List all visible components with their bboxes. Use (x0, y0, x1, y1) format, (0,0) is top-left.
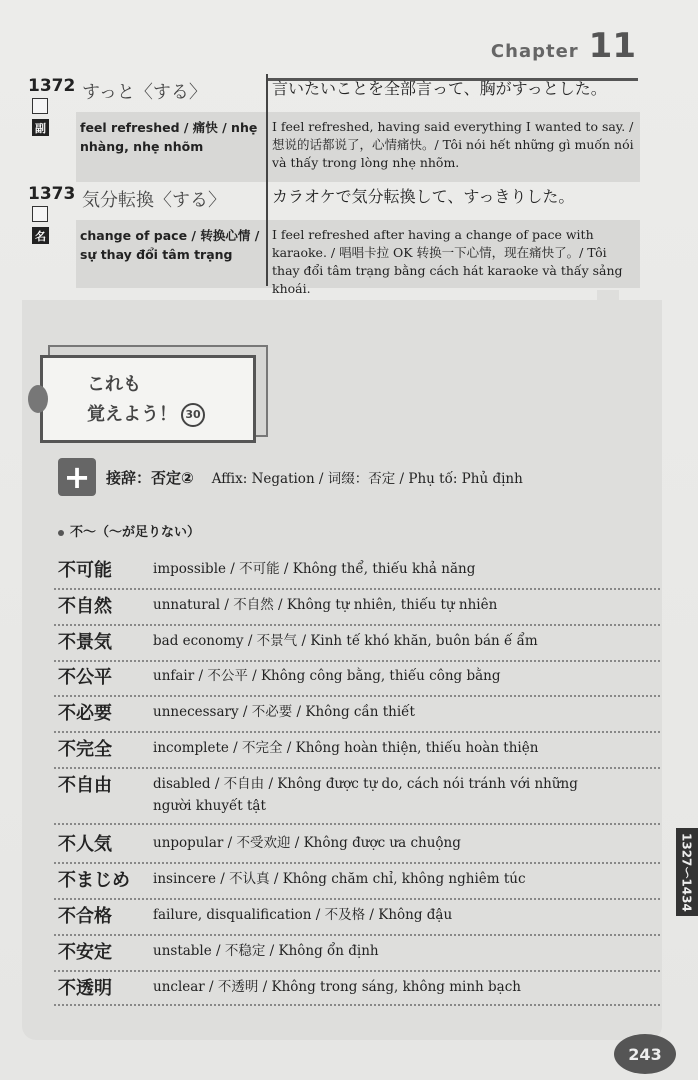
entry-number: 1372 (28, 76, 76, 96)
affix-jp: 接辞：否定② (106, 468, 194, 487)
entry-divider (266, 182, 268, 286)
plus-icon: + (58, 458, 96, 496)
entry-translation: I feel refreshed after having a change of pace with karaoke. / 唱唱卡拉 OK 转换一下心情，现在痛快了。/ Tôi thay đổi tâm trạng bằng cách hát karaoke và thấy sảng khoái. (272, 227, 623, 296)
list-word: 不必要 (58, 703, 112, 724)
memo-bullet-icon (28, 385, 48, 413)
dotted-separator (54, 970, 660, 972)
side-tab (676, 828, 698, 916)
list-word: 不公平 (58, 667, 112, 688)
list-word: 不自然 (58, 596, 112, 617)
dotted-separator (54, 898, 660, 900)
entry-example: 言いたいことを全部言って、胸がすっとした。 (272, 79, 607, 98)
list-definition: unpopular / 不受欢迎 / Không được ưa chuộng (153, 835, 461, 851)
list-word: 不可能 (58, 560, 112, 581)
memo-line2 (87, 400, 205, 427)
list-definition: disabled / 不自由 / Không được tự do, cách nói tránh với những người khuyết tật (153, 776, 578, 814)
entry-example: カラオケで気分転換して、すっきりした。 (272, 187, 575, 206)
entry-word: すっと〈する〉 (82, 82, 207, 103)
pos-badge: 副 (32, 119, 49, 136)
entry-translation: I feel refreshed, having said everything I wanted to say. / 想说的话都说了，心情痛快。/ Tôi nói hết những gì muốn nói và thấy trong lòng nhẹ nhõm. (272, 119, 634, 170)
dotted-separator (54, 731, 660, 733)
list-word: 不景気 (58, 632, 112, 653)
list-word: 不合格 (58, 906, 112, 927)
chapter-number: 11 (588, 26, 636, 66)
dotted-separator (54, 624, 660, 626)
memo-number-badge: 30 (181, 403, 205, 427)
entry-checkbox[interactable] (32, 98, 48, 114)
dotted-separator (54, 588, 660, 590)
list-definition: insincere / 不认真 / Không chăm chỉ, không nghiêm túc (153, 871, 526, 887)
vocab-entry-1373 (28, 184, 640, 296)
vocab-entry-1372 (28, 76, 640, 186)
list-definition: incomplete / 不完全 / Không hoàn thiện, thiếu hoàn thiện (153, 740, 539, 756)
page-number: 243 (614, 1034, 676, 1074)
chapter-label: Chapter (490, 41, 579, 62)
list-definition: impossible / 不可能 / Không thể, thiếu khả năng (153, 561, 476, 577)
dotted-separator (54, 934, 660, 936)
affix-heading (58, 458, 523, 496)
memo-line1: これも (87, 374, 141, 395)
subheading (58, 521, 200, 540)
list-definition: failure, disqualification / 不及格 / Không đậu (153, 907, 453, 923)
dotted-separator (54, 660, 660, 662)
pos-badge: 名 (32, 227, 49, 244)
list-definition: unnecessary / 不必要 / Không cần thiết (153, 704, 415, 720)
dotted-separator (54, 862, 660, 864)
subheading-text: 不〜（〜が足りない） (70, 525, 201, 540)
entry-number: 1373 (28, 184, 76, 204)
bullet-dot-icon (58, 530, 64, 536)
affix-desc: Affix: Negation / 词缀：否定 / Phụ tố: Phủ định (211, 471, 523, 487)
list-word: 不人気 (58, 834, 112, 855)
list-word: 不自由 (58, 775, 112, 796)
list-definition: unfair / 不公平 / Không công bằng, thiếu công bằng (153, 668, 501, 684)
list-word: 不まじめ (58, 870, 130, 891)
list-word: 不透明 (58, 978, 112, 999)
entry-divider (266, 74, 268, 186)
remember-box (40, 355, 256, 443)
panel-stripe (597, 290, 619, 350)
entry-meaning: change of pace / 转换心情 / sự thay đổi tâm trạng (80, 228, 260, 262)
list-definition: unnatural / 不自然 / Không tự nhiên, thiếu tự nhiên (153, 597, 498, 613)
list-definition: unclear / 不透明 / Không trong sáng, không minh bạch (153, 979, 521, 995)
memo-line2-text: 覚えよう！ (87, 404, 177, 425)
list-word: 不安定 (58, 942, 112, 963)
entry-word: 気分転換〈する〉 (82, 190, 226, 211)
list-definition: bad economy / 不景气 / Kinh tế khó khăn, buôn bán ế ẩm (153, 633, 538, 649)
side-tab-text: 1327～1434 (679, 832, 694, 912)
entry-checkbox[interactable] (32, 206, 48, 222)
dotted-separator (54, 767, 660, 769)
entry-meaning: feel refreshed / 痛快 / nhẹ nhàng, nhẹ nhõm (80, 120, 258, 154)
list-word: 不完全 (58, 739, 112, 760)
list-definition: unstable / 不稳定 / Không ổn định (153, 943, 379, 959)
chapter-header (490, 26, 636, 66)
dotted-separator (54, 1004, 660, 1006)
dotted-separator (54, 823, 660, 825)
dotted-separator (54, 695, 660, 697)
